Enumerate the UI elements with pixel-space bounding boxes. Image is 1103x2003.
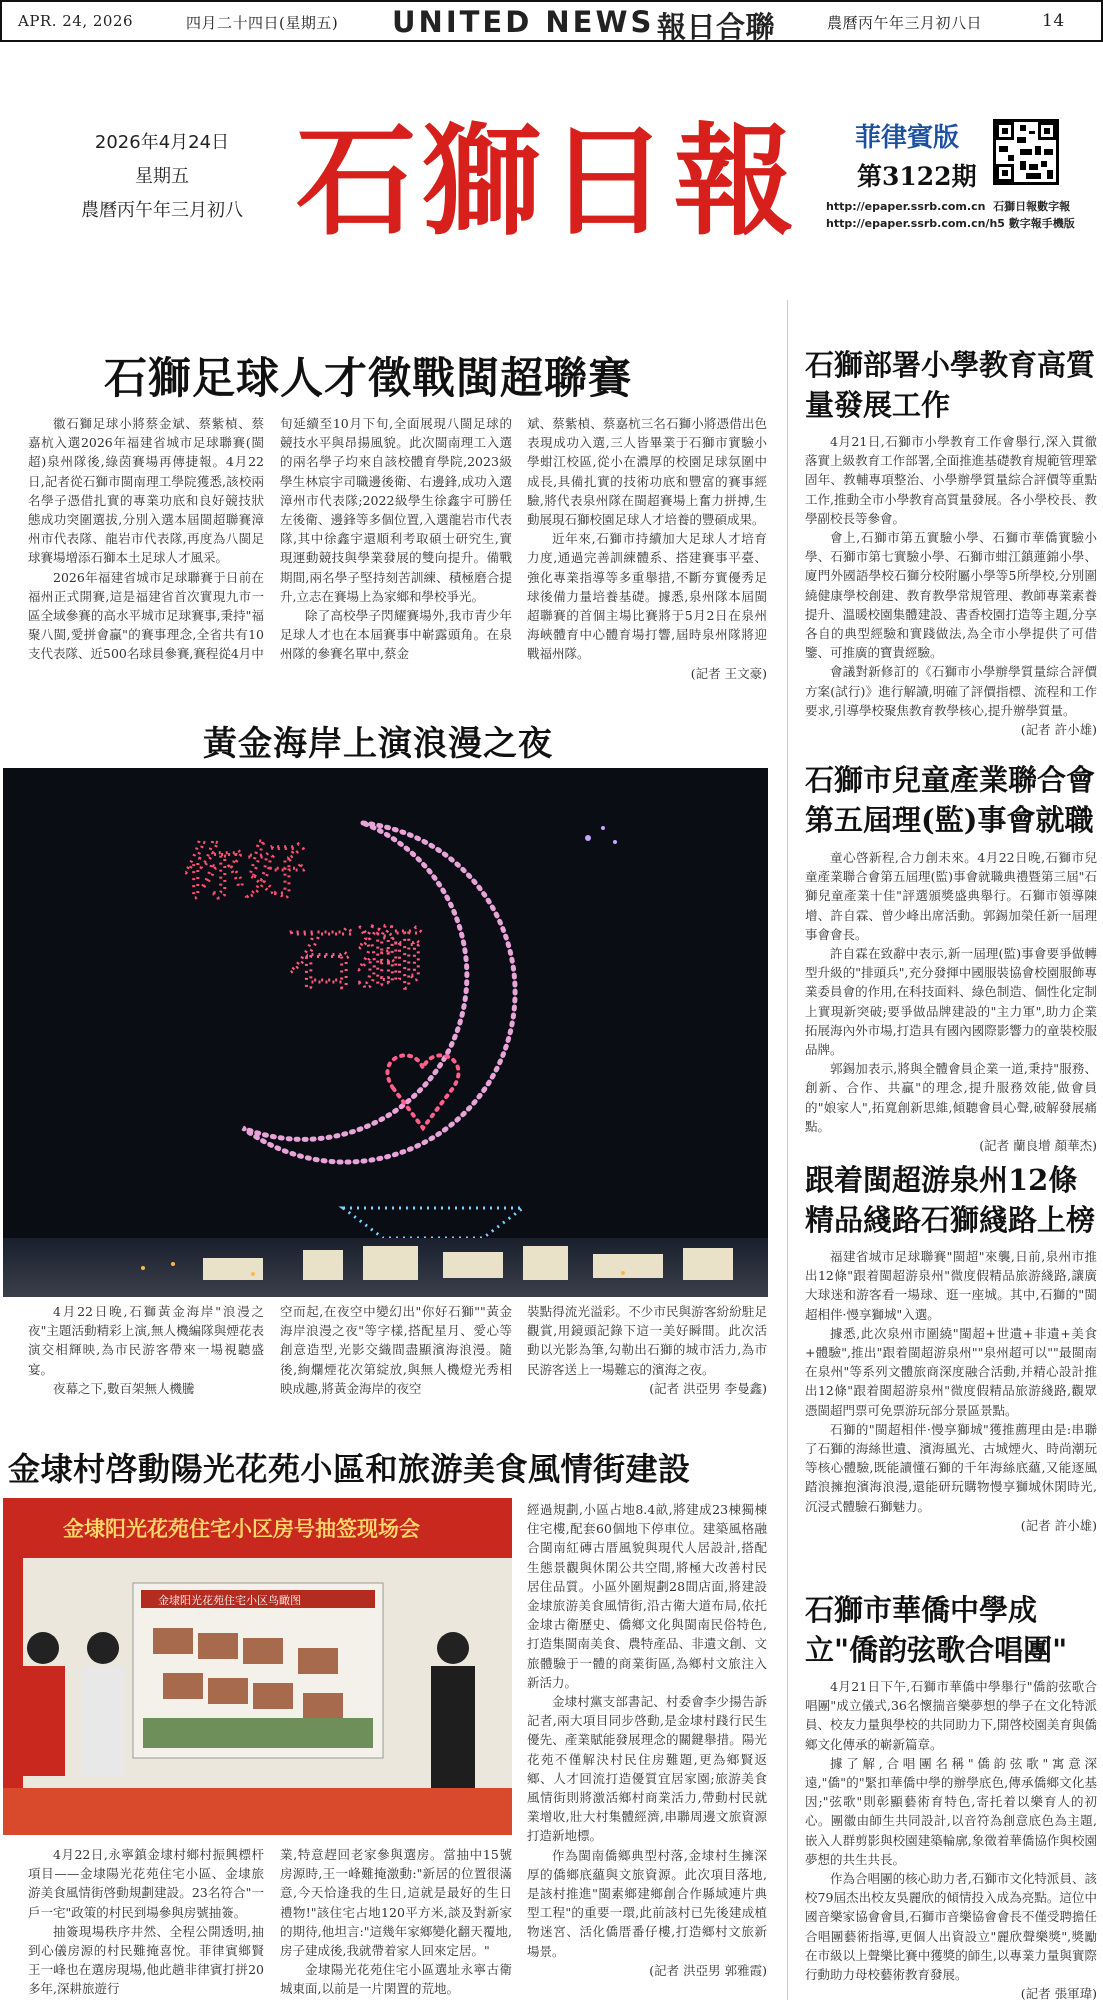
byline: (記者 張軍瑋) xyxy=(1020,1986,1097,2002)
article2-headline: 黃金海岸上演浪漫之夜 xyxy=(203,724,553,764)
column-divider xyxy=(787,300,788,2000)
united-news-brand-cn: 報日合聯 xyxy=(657,10,776,44)
paragraph: 業,特意趕回老家參與選房。當抽中15號房源時,王一峰難掩激動:"新居的位置很滿意,今天恰逢我的生日,這就是最好的生日禮物!"該住宅占地120平方米,談及對新家的期待,他坦言:"這幾年家鄉變化翻天覆地,房子建成後,我就帶着家人回來定居。" xyxy=(280,1847,512,1959)
paragraph: 近年來,石獅市持續加大足球人才培育力度,通過完善訓練體系、搭建賽事平臺、強化專業指導等多重舉措,不斷夯實優秀足球後備力量培養基礎。據悉,泉州隊本屆閩超聯賽的首個主場比賽將于5月2日在泉州海峽體育中心體育場打響,屆時泉州隊將迎戰福州隊。 xyxy=(527,531,767,662)
paragraph: 4月22日晚,石獅黃金海岸"浪漫之夜"主題活動精彩上演,無人機編隊與煙花表演交相輝映,為市民游客帶來一場視聽盛宴。 xyxy=(28,1304,264,1377)
model-board-label: 金埭阳光花苑住宅小区鸟瞰图 xyxy=(158,1594,301,1607)
paragraph: 郭錫加表示,將與全體會員企業一道,秉持"服務、創新、合作、共贏"的理念,提升服務效能,做會員的"娘家人",拓寬創新思維,傾聽會員心聲,破解發展痛點。 xyxy=(805,1061,1097,1134)
masthead-weekday: 星期五 xyxy=(135,166,189,187)
side4-body xyxy=(805,1677,1097,2002)
article3-headline: 金埭村啓動陽光花苑小區和旅游美食風情街建設 xyxy=(8,1450,691,1488)
paragraph: 裝點得流光溢彩。不少市民與游客紛紛駐足觀賞,用鏡頭記錄下這一美好瞬間。此次活動以光影為筆,勾勒出石獅的城市活力,為市民游客送上一場難忘的濱海之夜。 xyxy=(527,1304,767,1377)
epaper-url-label: 石獅日報數字報 xyxy=(993,200,1071,213)
newspaper-logo: 石獅日報 xyxy=(296,111,800,252)
qr-code-icon[interactable] xyxy=(993,119,1059,185)
byline: (記者 王文豪) xyxy=(690,665,767,681)
drone-text-shishi: 石獅 xyxy=(288,921,425,1000)
epaper-links xyxy=(826,198,1098,232)
paragraph: 會上,石獅市第五實驗小學、石獅市華僑實驗小學、石獅市第七實驗小學、石獅市蚶江鎮蓮錦小學、廈門外國語學校石獅分校附屬小學等5所學校,分別圍繞健康學校創建、教育教學常規管理、教師專業素養提升、溫暖校園集體建設、書香校園打造等主題,分享各自的典型經驗和實踐做法,為全市小學提供了可借鑒、可推廣的寶貴經驗。 xyxy=(805,530,1097,661)
side3-headline: 跟着閩超游泉州12條精品綫路石獅綫路上榜 xyxy=(805,1163,1096,1237)
paragraph: 徽石獅足球小將蔡金斌、蔡紫楨、蔡嘉杭入選2026年福建省城市足球聯賽(閩超)泉州隊後,綠茵賽場再傳捷報。4月22日,記者從石獅市閩南理工學院獲悉,該校兩名學子憑借扎實的專業功底和良好競技狀態成功突圍選拔,分別入選本屆閩超聯賽漳州市代表隊、龍岩市代表隊,再度為八閩足球賽場增添石獅本土足球人才風采。 xyxy=(28,416,264,566)
paragraph: 作為閩南僑鄉典型村落,金埭村生擁深厚的僑鄉底蘊與文旅資源。此次項目落地,是該村推進"閩素鄉建鄉創合作縣域連片典型工程"的重要一環,此前該村已先後建成植物迷宮、活化僑厝番仔樓,打造鄉村文旅新場景。 xyxy=(527,1847,767,1959)
paragraph: 旬延續至10月下旬,全面展現八閩足球的競技水平與昂揚風貌。此次閩南理工入選的兩名學子均來自該校體育學院,2023級學生林宸宇司職邊後衛、右邊鋒,成功入選漳州市代表隊;2022級學生徐鑫宇可勝任左後衛、邊鋒等多個位置,入選龍岩市代表隊,其中徐鑫宇還順利考取碩士研究生,實現運動競技與學業發展的雙向提升。備戰期間,兩名學子堅持刻苦訓練、積極磨合提升,立志在賽場上為家鄉和學校爭光。 xyxy=(280,416,512,604)
paragraph: 2026年福建省城市足球聯賽于日前在福州正式開賽,這是福建省首次實現九市一區全域參賽的高水平城市足球賽事,秉持"福聚八閩,愛拼會贏"的賽事理念,全省共有10支代表隊、近500名球員參賽,賽程從4月中 xyxy=(28,569,264,662)
paragraph: 會議對新修訂的《石獅市小學辦學質量綜合評價方案(試行)》進行解讀,明確了評價指標、流程和工作要求,引導學校聚焦教育教學核心,提升辦學質量。 xyxy=(805,664,1097,718)
byline: (記者 洪亞男 李曼鑫) xyxy=(649,1380,767,1396)
side3-body xyxy=(805,1247,1097,1557)
paragraph: 4月21日,石獅市小學教育工作會舉行,深入貫徹落實上級教育工作部署,全面推進基礎教育規範管理鞏固年、教輔專項整治、小學辦學質量綜合評價等重點工作,推動全市小學教育高質量發展。各小學校長、教學副校長等參會。 xyxy=(805,434,1097,526)
paragraph: 4月21日下午,石獅市華僑中學舉行"僑韵弦歌合唱團"成立儀式,36名懷揣音樂夢想的學子在文化特派員、校友力量與學校的共同助力下,開啓校園美育與僑鄉文化傳承的嶄新篇章。 xyxy=(805,1679,1097,1752)
article2-col1 xyxy=(28,1302,264,1417)
paragraph: 據悉,此次泉州市圍繞"閩超+世遺+非遺+美食+體驗",推出"跟着閩超游泉州""泉州超可以""最閩南在泉州"等系列文體旅商深度融合活動,并精心設計推出12條"跟着閩超游泉州"微度假精品旅游綫路,觀眾憑閩超門票可免票游玩部分景區景點。 xyxy=(805,1325,1097,1418)
top-bar xyxy=(0,0,1103,42)
mobile-url-label: 數字報手機版 xyxy=(1008,217,1075,230)
paragraph: 經過規劃,小區占地8.4畝,將建成23棟獨棟住宅樓,配套60個地下停車位。建築風格融合閩南紅磚古厝風貌與現代人居設計,搭配生態景觀與休閑公共空間,將極大改善村民居住品質。小區外圍規劃28間店面,將建設金埭旅游美食風情街,沿古衛大道布局,依托金埭古衛歷史、僑鄉文化與閩南民俗特色,打造集閩南美食、農特產品、非遺文創、文旅體驗于一體的商業街區,為鄉村文旅注入新活力。 xyxy=(527,1502,767,1690)
article2-col3 xyxy=(527,1302,767,1417)
paragraph: 除了高校學子閃耀賽場外,我市青少年足球人才也在本屆賽事中嶄露頭角。在泉州隊的參賽名單中,蔡金 xyxy=(280,608,512,662)
article1-col2 xyxy=(280,414,512,739)
paragraph: 4月22日,永寧鎮金埭村鄉村振興標杆項目——金埭陽光花苑住宅小區、金埭旅游美食風情街啓動規劃建設。23名符合"一戶一宅"政策的村民到場參與房號抽簽。 xyxy=(28,1847,264,1920)
paragraph: 空而起,在夜空中變幻出"你好石獅""黃金海岸浪漫之夜"等字樣,搭配星月、愛心等創意造型,光影交織間盡顯濱海浪漫。隨後,絢爛煙花次第綻放,與無人機燈光秀相映成趣,將黃金海岸的夜空 xyxy=(280,1304,512,1396)
paragraph: 金埭陽光花苑住宅小區選址永寧古衛城東面,以前是一片閑置的荒地。 xyxy=(280,1962,512,1997)
paragraph: 許自霖在致辭中表示,新一屆理(監)事會要爭做轉型升級的"排頭兵",充分發揮中國服裝協會校園服飾專業委員會的作用,在科技面料、綠色制造、個性化定制上實現新突破;要爭做品牌建設的"主力軍",助力企業拓展海內外市場,打造具有國內國際影響力的童裝校服品牌。 xyxy=(805,946,1097,1058)
paragraph: 福建省城市足球聯賽"閩超"來襲,日前,泉州市推出12條"跟着閩超游泉州"微度假精品旅游綫路,讓廣大球迷和游客看一場球、逛一座城。其中,石獅的"閩超相伴·慢享獅城"入選。 xyxy=(805,1249,1097,1322)
paragraph: 童心啓新程,合力創未來。4月22日晚,石獅市兒童產業聯合會第五屆理(監)事會就職典禮暨第三屆"石獅兒童產業十佳"評選頒獎盛典舉行。石獅市領導陳增、許自霖、曾少峰出席活動。郭錫加榮任新一屆理事會會長。 xyxy=(805,850,1097,942)
article3-col1 xyxy=(28,1845,264,1997)
side1-body xyxy=(805,432,1097,738)
top-lunar-date: 農曆丙午年三月初八日 xyxy=(827,14,983,32)
article3-col2 xyxy=(280,1845,512,1997)
page-number: 14 xyxy=(1042,11,1065,31)
side1-headline: 石獅部署小學教育高質量發展工作 xyxy=(805,348,1096,422)
masthead-lunar: 農曆丙午年三月初八 xyxy=(81,200,243,221)
byline: (記者 洪亞男 郭雅霞) xyxy=(649,1962,767,1978)
byline: (記者 許小雄) xyxy=(1020,722,1097,738)
lottery-event-photo xyxy=(3,1498,512,1835)
article1-col3 xyxy=(527,414,767,739)
united-news-brand: UNITED NEWS xyxy=(392,5,655,39)
event-banner-text: 金埭阳光花苑住宅小区房号抽签现场会 xyxy=(63,1517,420,1541)
top-weekday-date: 四月二十四日(星期五) xyxy=(186,14,339,32)
side2-headline: 石獅市兒童產業聯合會第五屆理(監)事會就職 xyxy=(805,763,1096,837)
byline: (記者 許小雄) xyxy=(1020,1517,1097,1533)
paragraph: 作為合唱團的核心助力者,石獅市文化特派員、該校79屆杰出校友吳麗欣的傾情投入成為亮點。這位中國音樂家協會會員,石獅市音樂協會會長不僅受聘擔任合唱團藝術指導,更個人出資設立"麗欣聲樂獎",獎勵在市級以上聲樂比賽中獲獎的師生,以專業力量與實際行動助力母校藝術教育發展。 xyxy=(805,1871,1097,1983)
issue-number: 第3122期 xyxy=(857,162,977,191)
drone-show-photo xyxy=(3,768,768,1297)
article3-col3 xyxy=(527,1500,767,1997)
paragraph: 夜幕之下,數百架無人機騰 xyxy=(53,1380,195,1396)
paragraph: 斌、蔡紫楨、蔡嘉杭三名石獅小將憑借出色表現成功入選,三人皆畢業于石獅市實驗小學蚶江校區,從小在濃厚的校園足球氛圍中成長,具備扎實的技術功底和豐富的賽事經驗,將代表泉州隊在閩超賽場上奮力拼搏,生動展現石獅校園足球人才培養的豐碩成果。 xyxy=(527,416,767,528)
article1-col1 xyxy=(28,414,264,739)
side2-body xyxy=(805,848,1097,1154)
mobile-url[interactable]: http://epaper.ssrb.com.cn/h5 xyxy=(826,217,1005,230)
paragraph: 據了解,合唱團名稱"僑韵弦歌"寓意深遠,"僑"的"緊扣華僑中學的辦學底色,傳承僑鄉文化基因;"弦歌"則彰顯藝術育特色,寄托着以樂育人的初心。團徽由師生共同設計,以音符為創意底色為主題,嵌入人群剪影與校園建築輪廓,象徵着華僑協作與校園夢想的共生共長。 xyxy=(805,1755,1097,1867)
epaper-url[interactable]: http://epaper.ssrb.com.cn xyxy=(826,200,986,213)
paragraph: 抽簽現場秩序井然、全程公開透明,抽到心儀房源的村民難掩喜悅。菲律賓鄉賢王一峰也在選房現場,他此趟非律賓打拼20多年,深耕旅遊行 xyxy=(28,1923,264,1997)
article2-col2 xyxy=(280,1302,512,1417)
top-date: APR. 24, 2026 xyxy=(18,12,134,30)
drone-text-hello: 你好 xyxy=(183,835,308,908)
article1-headline: 石獅足球人才徵戰閩超聯賽 xyxy=(104,354,632,404)
edition-label: 菲律賓版 xyxy=(855,123,960,153)
paragraph: 石獅的"閩超相伴·慢享獅城"獲推薦理由是:串聯了石獅的海絲世遺、濱海風光、古城煙火、時尚潮玩等核心體驗,既能讀懂石獅的千年海絲底蘊,又能逐風踏浪擁抱濱海浪漫,還能研玩購物慢享獅城休閑時光,沉浸式體驗石獅魅力。 xyxy=(805,1421,1097,1514)
side4-headline: 石獅市華僑中學成立"僑韵弦歌合唱團" xyxy=(805,1593,1068,1667)
masthead-date: 2026年4月24日 xyxy=(94,132,230,153)
paragraph: 金埭村黨支部書記、村委會李少揚告訴記者,兩大項目同步啓動,是金埭村踐行民生優先、產業賦能發展理念的關鍵舉措。陽光花苑不僅解決村民住房難題,更為鄉賢返鄉、人才回流打造優質宜居家園;旅游美食風情街則將激活鄉村商業活力,帶動村民就業增收,壯大村集體經濟,串聯周邊文旅資源打造新地標。 xyxy=(527,1694,767,1844)
byline: (記者 蘭良增 顏華杰) xyxy=(979,1138,1097,1154)
